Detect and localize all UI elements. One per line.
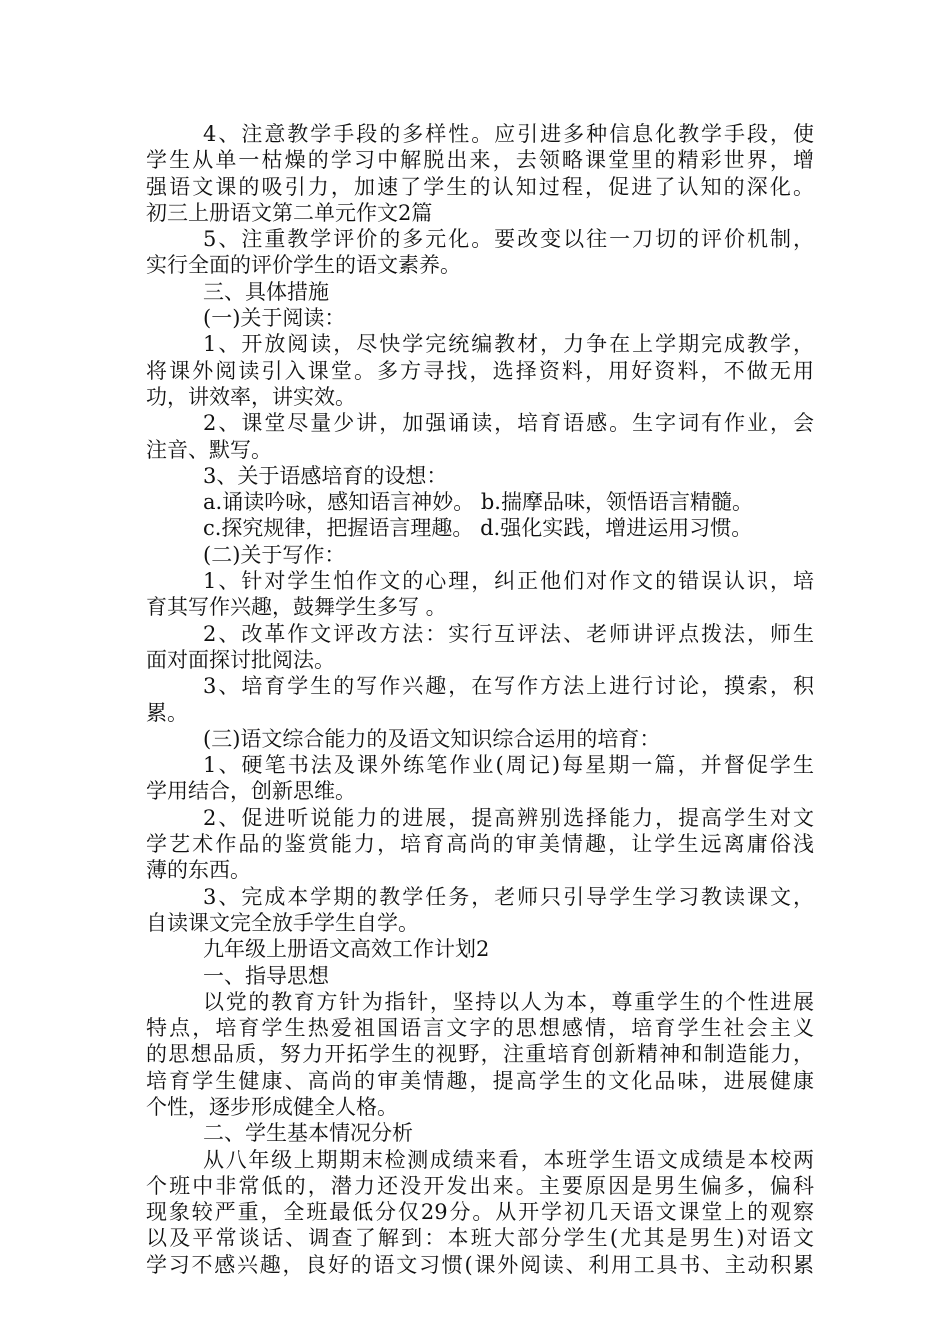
text-line: 初三上册语文第二单元作文2篇 [146, 200, 433, 225]
text-line: c.探究规律，把握语言理趣。 d.强化实践，增进运用习惯。 [203, 516, 753, 541]
text-line: 以党的教育方针为指针，坚持以人为本，尊重学生的个性进展 [203, 989, 814, 1014]
text-line: (三)语文综合能力的及语文知识综合运用的培育： [203, 726, 661, 751]
text-line: 育其写作兴趣，鼓舞学生多写 。 [146, 595, 447, 620]
text-line: 二、学生基本情况分析 [203, 1121, 413, 1146]
text-line: 个班中非常低的，潜力还没开发出来。主要原因是男生偏多，偏科 [146, 1173, 814, 1198]
text-line: 2、改革作文评改方法：实行互评法、老师讲评点拨法，师生 [203, 621, 814, 646]
text-line: 面对面探讨批阅法。 [146, 647, 335, 672]
text-line: 2、促进听说能力的进展，提高辨别选择能力，提高学生对文 [203, 805, 814, 830]
text-line: 累。 [146, 700, 188, 725]
text-line: 一、指导思想 [203, 963, 329, 988]
text-line: 1、硬笔书法及课外练笔作业(周记)每星期一篇，并督促学生 [203, 753, 814, 778]
text-line: 3、关于语感培育的设想： [203, 463, 448, 488]
text-line: 4、注意教学手段的多样性。应引进多种信息化教学手段，使 [203, 122, 814, 146]
text-line: 将课外阅读引入课堂。多方寻找，选择资料，用好资料，不做无用 [146, 358, 814, 383]
text-line: 学用结合，创新思维。 [146, 779, 356, 804]
text-line: 学生从单一枯燥的学习中解脱出来，去领略课堂里的精彩世界，增 [146, 148, 814, 173]
text-line: 的思想品质，努力开拓学生的视野，注重培育创新精神和制造能力， [146, 1042, 814, 1067]
text-line: 特点，培育学生热爱祖国语言文字的思想感情，培育学生社会主义 [146, 1016, 814, 1041]
document-page [146, 121, 814, 1278]
text-line: 个性，逐步形成健全人格。 [146, 1094, 398, 1119]
text-line: a.诵读吟咏，感知语言神妙。 b.揣摩品味，领悟语言精髓。 [203, 490, 753, 515]
text-line: 三、具体措施 [203, 279, 329, 304]
text-line: (一)关于阅读： [203, 306, 346, 331]
text-line: 5、注重教学评价的多元化。要改变以往一刀切的评价机制， [203, 227, 814, 252]
text-line: 以及平常谈话、调查了解到：本班大部分学生(尤其是男生)对语文 [146, 1226, 814, 1251]
text-line: 学习不感兴趣，良好的语文习惯(课外阅读、利用工具书、主动积累 [146, 1252, 814, 1277]
text-line: 九年级上册语文高效工作计划2 [203, 937, 490, 962]
text-line: 3、完成本学期的教学任务，老师只引导学生学习教读课文， [203, 884, 814, 909]
text-line: (二)关于写作： [203, 542, 346, 567]
text-line: 培育学生健康、高尚的审美情趣，提高学生的文化品味，进展健康 [146, 1068, 814, 1093]
text-line: 强语文课的吸引力，加速了学生的认知过程，促进了认知的深化。 [146, 174, 814, 199]
text-line: 薄的东西。 [146, 858, 251, 883]
text-line: 1、开放阅读，尽快学完统编教材，力争在上学期完成教学， [203, 332, 814, 357]
text-line: 功，讲效率，讲实效。 [146, 384, 356, 409]
text-line: 从八年级上期期末检测成绩来看，本班学生语文成绩是本校两 [203, 1147, 814, 1172]
text-line: 注音、默写。 [146, 437, 272, 462]
text-line: 学艺术作品的鉴赏能力，培育高尚的审美情趣，让学生远离庸俗浅 [146, 832, 814, 857]
text-line: 1、针对学生怕作文的心理，纠正他们对作文的错误认识，培 [203, 569, 814, 594]
text-line: 实行全面的评价学生的语文素养。 [146, 253, 461, 278]
text-line: 现象较严重，全班最低分仅29分。从开学初几天语文课堂上的观察 [146, 1200, 814, 1225]
text-line: 自读课文完全放手学生自学。 [146, 910, 419, 935]
text-line: 2、课堂尽量少讲，加强诵读，培育语感。生字词有作业，会 [203, 411, 814, 436]
text-line: 3、培育学生的写作兴趣，在写作方法上进行讨论，摸索，积 [203, 674, 814, 699]
